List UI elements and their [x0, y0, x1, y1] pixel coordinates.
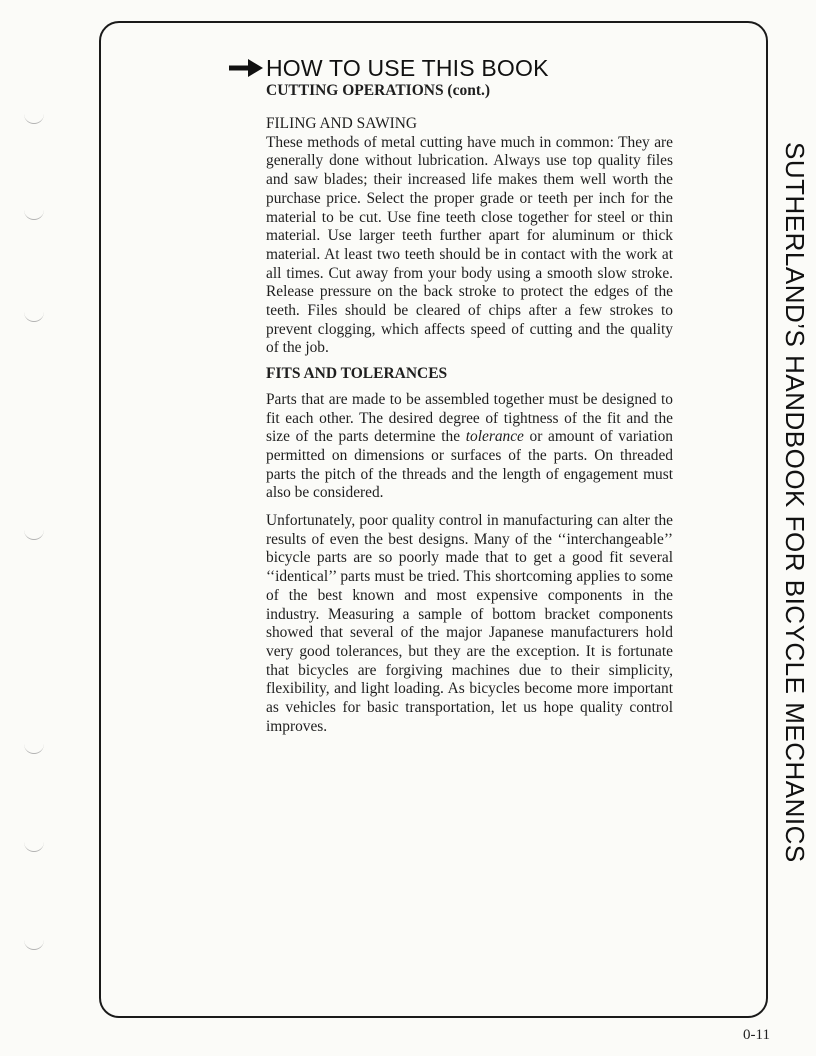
- tolerance-term: tolerance: [465, 428, 524, 446]
- binder-hole: [24, 840, 44, 852]
- section-title: [228, 55, 549, 81]
- section-title-text: HOW TO USE THIS BOOK: [266, 55, 549, 81]
- filing-paragraph: These methods of metal cutting have much in common: They are generally done without lubrication. Always use top quality files and saw blades; their increased life makes them well worth the purchase price. Select the proper grade or teeth per inch for the material to be cut. Use fine teeth close together for steel or thin material. Use larger teeth further apart for aluminum or thick material. At least two teeth should be in contact with the work at all times. Cut away from your body using a smooth slow stroke. Release pressure on the back stroke to protect the edges of the teeth. Files should be cleared of chips after a few strokes to prevent clogging, which affects speed of cutting and the quality of the job.: [266, 133, 673, 357]
- page-content: [266, 115, 673, 737]
- book-title-vertical: SUTHERLAND’S HANDBOOK FOR BICYCLE MECHANICS: [780, 142, 810, 863]
- binder-hole: [24, 742, 44, 754]
- fits-paragraph-2: Unfortunately, poor quality control in manufacturing can alter the results of even the best designs. Many of the ‘‘interchangeable’’ bicycle parts are so poorly made that to get a good fit several ‘‘identical’’ parts must be tried. This shortcoming applies to some of the best known and most expensive components in the industry. Measuring a sample of bottom bracket components showed that several of the major Japanese manufacturers hold very good tolerances, but they are the exception. It is fortunate that bicycles are forgiving machines due to their simplicity, flexibility, and light loading. As bicycles become more important as vehicles for basic transportation, let us hope quality control improves.: [266, 512, 673, 735]
- binder-hole: [24, 310, 44, 322]
- binder-hole: [24, 938, 44, 950]
- fits-paragraph-1-start: Parts that are made to be assembled together must be designed to fit each other. The desired degree of tightness of the fit and the size of the parts determine the: [266, 390, 673, 446]
- fits-paragraph-1-end: or amount of variation permitted on dimensions or surfaces of the parts. On threaded parts the pitch of the threads and the length of engagement must also be considered.: [266, 428, 674, 502]
- filing-heading: FILING AND SAWING: [266, 115, 417, 132]
- fits-heading: FITS AND TOLERANCES: [266, 365, 448, 383]
- page-number: 0-11: [743, 1027, 770, 1043]
- section-subtitle: CUTTING OPERATIONS (cont.): [266, 82, 491, 99]
- right-arrow-icon: [228, 57, 264, 79]
- binder-hole: [24, 208, 44, 220]
- binder-hole: [24, 528, 44, 540]
- fits-paragraph-1: [266, 391, 673, 503]
- binder-hole: [24, 112, 44, 124]
- page-header: [228, 55, 549, 101]
